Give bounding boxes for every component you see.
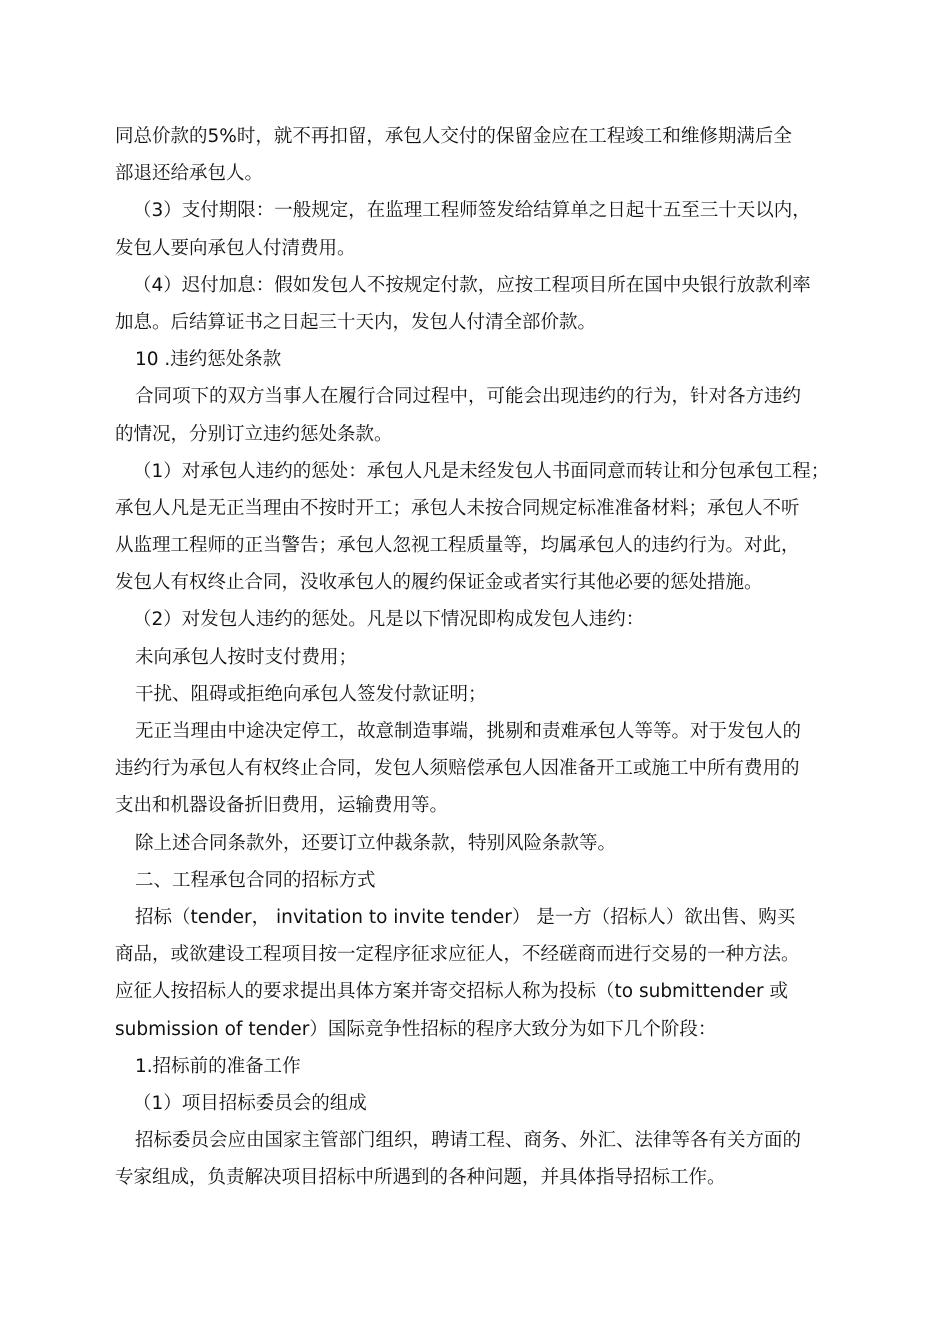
text-line: 招标委员会应由国家主管部门组织，聘请工程、商务、外汇、法律等各有关方面的 — [135, 1130, 802, 1152]
text-line: （2）对发包人违约的惩处。凡是以下情况即构成发包人违约： — [133, 609, 645, 631]
text-line: 支出和机器设备折旧费用，运输费用等。 — [115, 795, 449, 817]
document-page — [115, 118, 845, 1196]
text-line: 违约行为承包人有权终止合同，发包人须赔偿承包人因准备开工或施工中所有费用的 — [115, 758, 800, 780]
text-line: 应征人按招标人的要求提出具体方案并寄交招标人称为投标（to submittender 或 — [115, 981, 788, 1003]
text-line: 同总价款的5%时，就不再扣留，承包人交付的保留金应在工程竣工和维修期满后全 — [115, 126, 792, 147]
text-line: 加息。后结算证书之日起三十天内，发包人付清全部价款。 — [115, 311, 597, 333]
text-line: 发包人有权终止合同，没收承包人的履约保证金或者实行其他必要的惩处措施。 — [115, 572, 763, 594]
text-line: submission of tender）国际竞争性招标的程序大致分为如下几个阶段： — [115, 1018, 717, 1040]
section-heading: 二、工程承包合同的招标方式 — [135, 869, 376, 891]
text-line: 专家组成，负责解决项目招标中所遇到的各种问题，并具体指导招标工作。 — [115, 1167, 726, 1189]
text-line: 商品，或欲建设工程项目按一定程序征求应征人，不经磋商而进行交易的一种方法。 — [115, 944, 800, 966]
text-line: （4）迟付加息：假如发包人不按规定付款，应按工程项目所在国中央银行放款利率 — [133, 274, 811, 296]
text-line: 发包人要向承包人付清费用。 — [115, 237, 356, 259]
text-line: 干扰、阻碍或拒绝向承包人签发付款证明； — [135, 683, 487, 705]
text-line: 未向承包人按时支付费用； — [135, 646, 358, 668]
text-line: 无正当理由中途决定停工，故意制造事端，挑剔和责难承包人等等。对于发包人的 — [135, 721, 802, 742]
text-line: 除上述合同条款外，还要订立仲裁条款，特别风险条款等。 — [135, 832, 617, 854]
text-line: （3）支付期限：一般规定，在监理工程师签发给结算单之日起十五至三十天以内， — [133, 200, 811, 222]
sub-heading: 1.招标前的准备工作 — [135, 1055, 301, 1077]
section-heading: 10 .违约惩处条款 — [135, 349, 282, 371]
text-line: 招标（tender， invitation to invite tender） 是一方（招标人）欲出售、购买 — [135, 906, 796, 928]
text-line: 部退还给承包人。 — [115, 163, 264, 185]
body-text — [115, 118, 845, 1196]
text-line: （1）对承包人违约的惩处：承包人凡是未经发包人书面同意而转让和分包承包工程； — [133, 460, 830, 482]
text-line: 合同项下的双方当事人在履行合同过程中，可能会出现违约的行为，针对各方违约 — [135, 386, 802, 408]
text-line: 的情况，分别订立违约惩处条款。 — [115, 423, 393, 445]
text-line: 从监理工程师的正当警告；承包人忽视工程质量等，均属承包人的违约行为。对此， — [115, 535, 800, 557]
text-line: 承包人凡是无正当理由不按时开工；承包人未按合同规定标准准备材料；承包人不听 — [115, 497, 800, 519]
sub-heading: （1）项目招标委员会的组成 — [133, 1092, 367, 1114]
